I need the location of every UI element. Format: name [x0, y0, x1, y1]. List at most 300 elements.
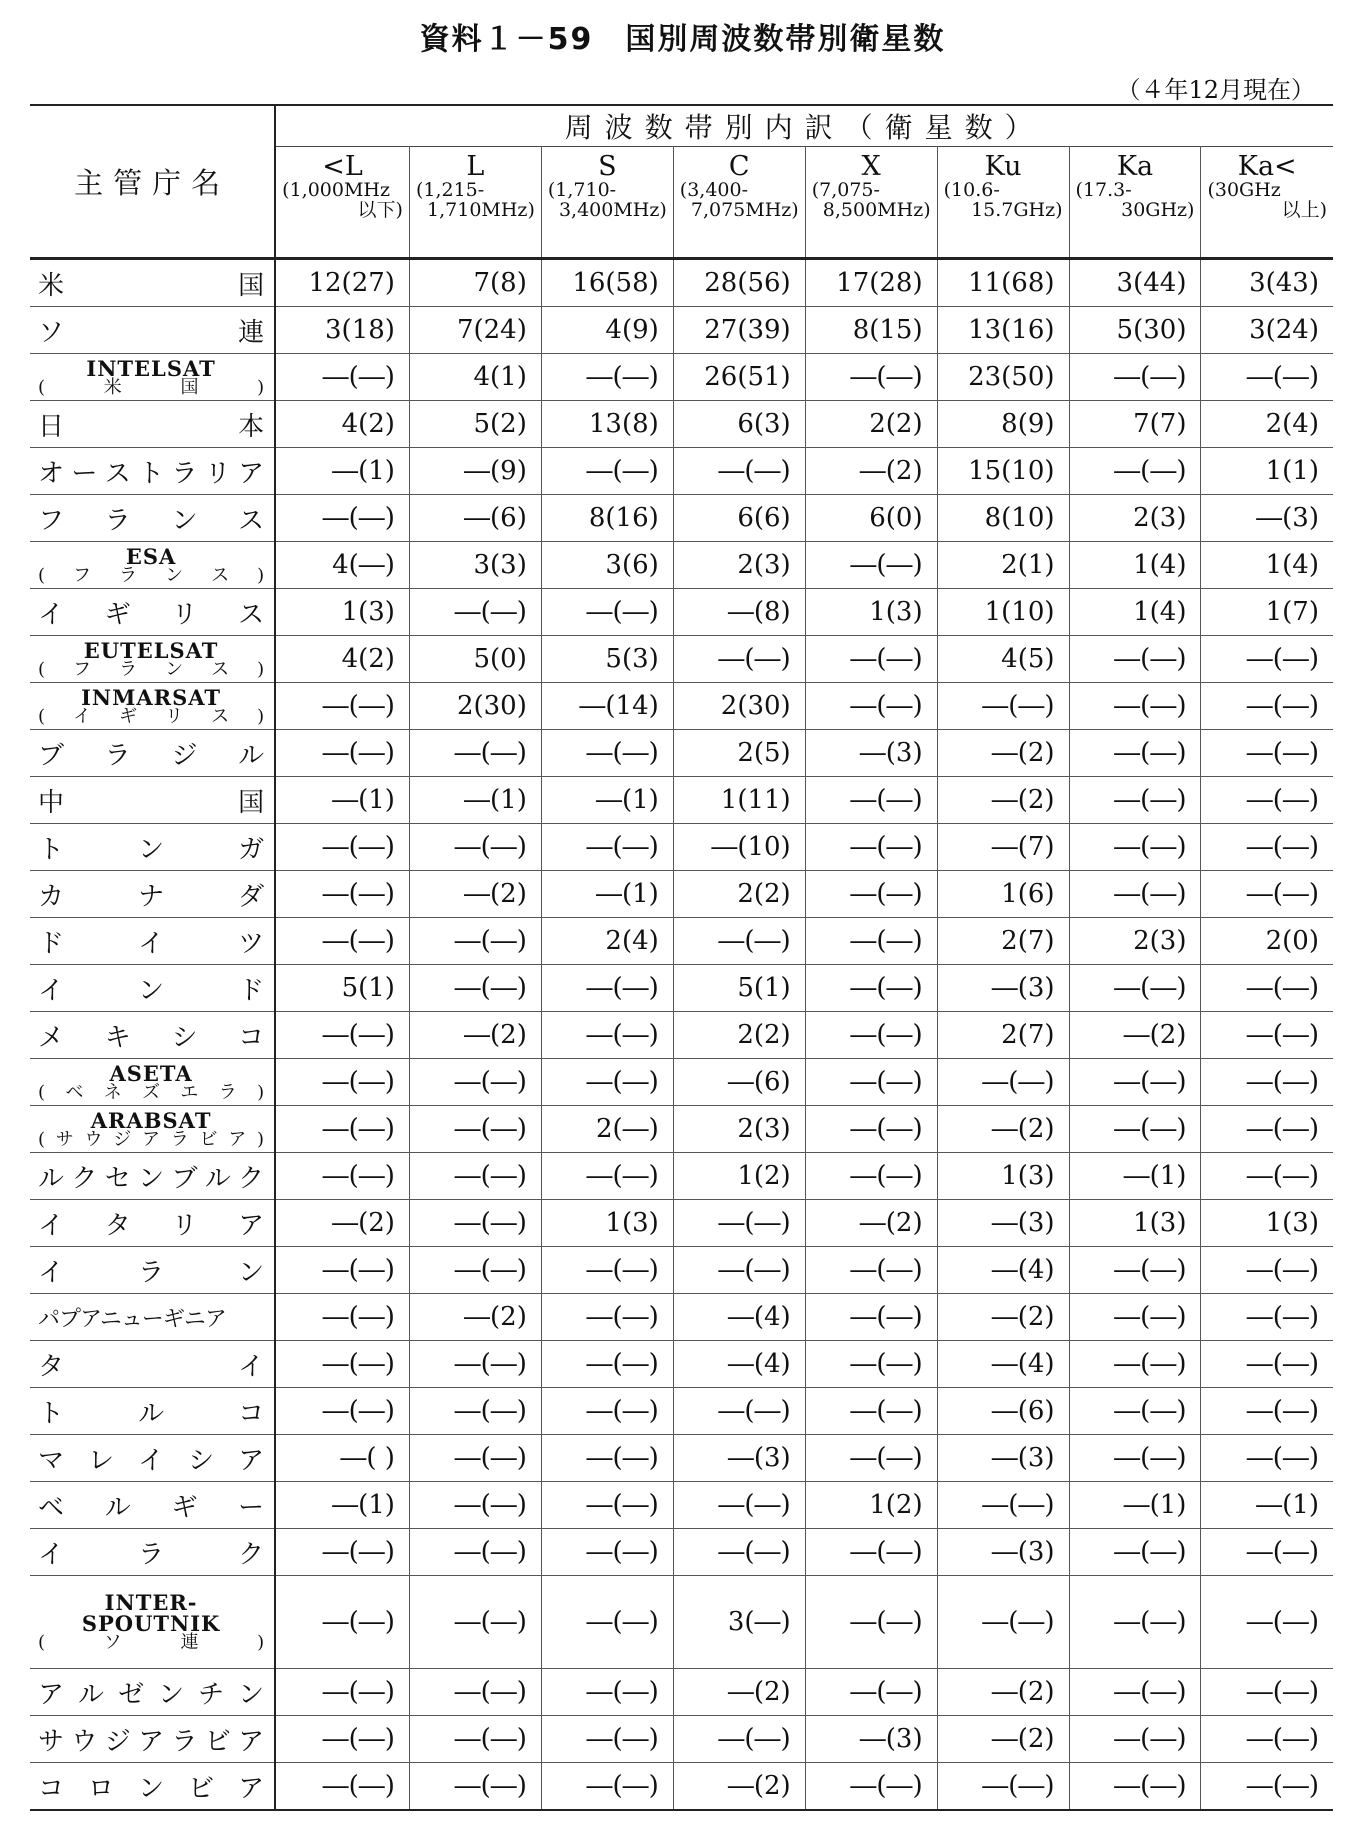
satellite-count-cell: ―(―): [541, 1716, 673, 1763]
admin-name: ド イ ツ: [38, 928, 265, 959]
satellite-count-cell: ―(―): [541, 1059, 673, 1106]
satellite-count-cell: 23(50): [937, 354, 1069, 401]
satellite-count-cell: 1(3): [1069, 1200, 1201, 1247]
admin-name-cell: [30, 1435, 275, 1482]
admin-parent-country: ( 米 国 ): [38, 376, 265, 398]
admin-name-cell: [30, 448, 275, 495]
satellite-count-cell: 12(27): [275, 259, 409, 307]
admin-name-cell: [30, 918, 275, 965]
satellite-count-cell: ―(―): [1069, 1763, 1201, 1811]
admin-parent-country: ( サ ウ ジ ア ラ ビ ア ): [38, 1128, 265, 1150]
admin-name-cell: [30, 354, 275, 401]
satellite-count-cell: ―(4): [937, 1341, 1069, 1388]
admin-name-cell: [30, 495, 275, 542]
satellite-count-cell: 1(10): [937, 589, 1069, 636]
satellite-count-cell: ―(―): [805, 1669, 937, 1716]
satellite-count-cell: ―(3): [1201, 495, 1333, 542]
satellite-count-cell: ―(―): [541, 1763, 673, 1811]
admin-parent-country: ( フ ラ ン ス ): [38, 564, 265, 586]
satellite-count-cell: 13(8): [541, 401, 673, 448]
table-row: [30, 1294, 1333, 1341]
admin-name-cell: [30, 1200, 275, 1247]
satellite-count-cell: 2(7): [937, 1012, 1069, 1059]
admin-name: ESA: [125, 543, 177, 569]
satellite-count-cell: ―(3): [805, 730, 937, 777]
satellite-count-cell: ―(―): [673, 448, 805, 495]
satellite-count-cell: ―(2): [937, 777, 1069, 824]
satellite-count-cell: ―(―): [275, 1012, 409, 1059]
satellite-count-cell: 5(30): [1069, 307, 1201, 354]
satellite-count-cell: 1(11): [673, 777, 805, 824]
satellite-count-cell: ―(―): [1069, 1388, 1201, 1435]
admin-name-cell: [30, 1482, 275, 1529]
satellite-count-cell: 13(16): [937, 307, 1069, 354]
satellite-count-cell: 1(2): [673, 1153, 805, 1200]
satellite-count-cell: ―(―): [1201, 1294, 1333, 1341]
band-label: <L: [322, 151, 363, 182]
satellite-count-cell: 4(2): [275, 401, 409, 448]
satellite-count-cell: ―(―): [541, 589, 673, 636]
satellite-count-cell: 4(9): [541, 307, 673, 354]
admin-name: ブ ラ ジ ル: [38, 740, 265, 771]
band-header: [1069, 147, 1201, 259]
admin-name-cell: [30, 1294, 275, 1341]
satellite-count-cell: 17(28): [805, 259, 937, 307]
band-label: Ku: [984, 151, 1022, 182]
satellite-count-cell: ―(―): [673, 1529, 805, 1576]
table-row: [30, 1200, 1333, 1247]
satellite-count-cell: ―(―): [275, 1529, 409, 1576]
satellite-count-cell: ―(―): [805, 871, 937, 918]
satellite-count-cell: ―(―): [1069, 965, 1201, 1012]
satellite-count-cell: 7(7): [1069, 401, 1201, 448]
admin-name-cell: [30, 1341, 275, 1388]
satellite-count-cell: ―(―): [673, 1482, 805, 1529]
satellite-count-cell: ―(―): [275, 1669, 409, 1716]
admin-name: ARABSAT: [90, 1107, 212, 1133]
satellite-count-cell: 2(4): [1201, 401, 1333, 448]
satellite-count-cell: 28(56): [673, 259, 805, 307]
satellite-count-cell: ―(―): [1069, 1294, 1201, 1341]
satellite-count-cell: ―(―): [1201, 1059, 1333, 1106]
satellite-count-cell: ―(―): [409, 1482, 541, 1529]
satellite-count-cell: ―(―): [1069, 871, 1201, 918]
band-label: X: [861, 151, 881, 182]
satellite-count-cell: ―(―): [409, 1341, 541, 1388]
satellite-count-cell: ―(3): [937, 965, 1069, 1012]
date-note: （４年12月現在）: [1116, 76, 1315, 104]
satellite-count-cell: 3(24): [1201, 307, 1333, 354]
satellite-count-cell: ―(―): [1069, 636, 1201, 683]
table-row: [30, 1669, 1333, 1716]
band-range: 3,400MHz): [558, 199, 667, 222]
satellite-count-cell: ―(―): [275, 1716, 409, 1763]
satellite-count-cell: ―(―): [1201, 683, 1333, 730]
admin-name: ト ル コ: [38, 1398, 265, 1429]
satellite-count-cell: ―(3): [937, 1529, 1069, 1576]
satellite-count-cell: ―(―): [805, 1106, 937, 1153]
satellite-count-cell: ―(―): [805, 918, 937, 965]
satellite-count-cell: 4(5): [937, 636, 1069, 683]
satellite-count-cell: ―(2): [805, 1200, 937, 1247]
satellite-count-cell: ―(2): [937, 1294, 1069, 1341]
satellite-count-cell: 2(3): [1069, 495, 1201, 542]
satellite-count-cell: ―(2): [409, 1294, 541, 1341]
satellite-count-cell: ―(―): [1069, 1576, 1201, 1669]
satellite-count-cell: 2(5): [673, 730, 805, 777]
satellite-count-cell: ―(6): [409, 495, 541, 542]
satellite-count-cell: ―(―): [1201, 730, 1333, 777]
satellite-count-cell: ―(2): [409, 1012, 541, 1059]
satellite-count-cell: 2(2): [805, 401, 937, 448]
table-row: [30, 730, 1333, 777]
satellite-count-cell: ―(―): [1201, 1106, 1333, 1153]
satellite-count-cell: 1(4): [1069, 589, 1201, 636]
satellite-count-cell: ―(8): [673, 589, 805, 636]
satellite-count-cell: ―(―): [409, 1435, 541, 1482]
admin-name: イ ン ド: [38, 975, 265, 1006]
satellite-count-cell: ―(―): [541, 1388, 673, 1435]
admin-name: カ ナ ダ: [38, 881, 265, 912]
admin-name-cell: [30, 307, 275, 354]
admin-name: 日 本: [38, 411, 265, 442]
satellite-count-cell: ―(―): [409, 824, 541, 871]
band-range: (10.6-: [943, 179, 1000, 202]
satellite-count-cell: ―(―): [805, 636, 937, 683]
satellite-count-cell: ―(―): [1069, 1341, 1201, 1388]
satellite-count-cell: 8(15): [805, 307, 937, 354]
satellite-count-cell: ―(―): [409, 1247, 541, 1294]
satellite-count-cell: ―(―): [1069, 1059, 1201, 1106]
satellite-count-cell: ―(―): [805, 542, 937, 589]
admin-name-cell: [30, 683, 275, 730]
satellite-count-cell: ―(―): [275, 1106, 409, 1153]
admin-parent-country: ( フ ラ ン ス ): [38, 658, 265, 680]
band-header: [805, 147, 937, 259]
satellite-count-cell: 3(18): [275, 307, 409, 354]
satellite-count-cell: 16(58): [541, 259, 673, 307]
admin-name-cell: [30, 589, 275, 636]
admin-name: オ ー ス ト ラ リ ア: [38, 458, 265, 489]
satellite-count-cell: 1(3): [805, 589, 937, 636]
satellite-count-cell: ―(―): [805, 1153, 937, 1200]
satellite-count-cell: ―(―): [1201, 965, 1333, 1012]
table-row: [30, 871, 1333, 918]
satellite-count-cell: ―(3): [805, 1716, 937, 1763]
satellite-count-cell: ―(―): [1201, 1669, 1333, 1716]
satellite-count-cell: ―(―): [805, 1059, 937, 1106]
band-range: 以下): [357, 199, 403, 222]
band-label: C: [728, 151, 750, 182]
table-row: [30, 1716, 1333, 1763]
table-row: [30, 1059, 1333, 1106]
satellite-count-cell: ―(―): [1069, 1247, 1201, 1294]
satellite-count-cell: 6(0): [805, 495, 937, 542]
satellite-count-cell: 1(4): [1069, 542, 1201, 589]
satellite-count-cell: ―(―): [541, 1294, 673, 1341]
satellite-count-cell: 4(1): [409, 354, 541, 401]
band-header: [1201, 147, 1333, 259]
satellite-count-cell: ―(―): [541, 1529, 673, 1576]
satellite-count-cell: 3(44): [1069, 259, 1201, 307]
satellite-count-cell: ―(―): [409, 1716, 541, 1763]
satellite-count-cell: ―(―): [1069, 1106, 1201, 1153]
satellite-count-cell: ―(―): [275, 824, 409, 871]
satellite-count-cell: ―(―): [1201, 354, 1333, 401]
band-range: 以上): [1281, 199, 1327, 222]
table-row: [30, 1012, 1333, 1059]
admin-name: ベ ル ギ ー: [38, 1492, 265, 1523]
satellite-count-cell: 1(3): [275, 589, 409, 636]
satellite-count-cell: ―(14): [541, 683, 673, 730]
table-row: [30, 1247, 1333, 1294]
satellite-count-cell: 1(2): [805, 1482, 937, 1529]
satellite-count-cell: 2(30): [409, 683, 541, 730]
satellite-count-cell: 8(10): [937, 495, 1069, 542]
satellite-count-cell: ―(―): [409, 1106, 541, 1153]
satellite-count-cell: 2(2): [673, 1012, 805, 1059]
band-range: 7,075MHz): [690, 199, 799, 222]
satellite-count-cell: ―(―): [541, 965, 673, 1012]
band-range: (1,215-: [415, 179, 485, 202]
table-row: [30, 1106, 1333, 1153]
satellite-count-cell: ―(―): [409, 1153, 541, 1200]
satellite-count-cell: ―(―): [541, 1012, 673, 1059]
admin-parent-country: ( イ ギ リ ス ): [38, 705, 265, 727]
band-range: (1,710-: [547, 179, 617, 202]
admin-name: イ ラ ン: [38, 1257, 265, 1288]
satellite-count-cell: ―(―): [409, 1059, 541, 1106]
table-row: [30, 401, 1333, 448]
satellite-count-cell: ―(2): [673, 1763, 805, 1811]
satellite-count-cell: 2(3): [1069, 918, 1201, 965]
satellite-count-cell: 5(0): [409, 636, 541, 683]
admin-name: 米 国: [38, 270, 265, 301]
band-header: [673, 147, 805, 259]
satellite-count-cell: ―(4): [673, 1341, 805, 1388]
band-label: L: [466, 151, 485, 182]
satellite-count-cell: 3(―): [673, 1576, 805, 1669]
satellite-count-cell: ―(2): [275, 1200, 409, 1247]
satellite-count-cell: ―(―): [541, 354, 673, 401]
admin-name-cell: [30, 1106, 275, 1153]
satellite-count-cell: 2(1): [937, 542, 1069, 589]
admin-name-cell: [30, 824, 275, 871]
satellite-count-cell: ―(―): [409, 1388, 541, 1435]
satellite-count-cell: 2(4): [541, 918, 673, 965]
admin-name-cell: [30, 259, 275, 307]
satellite-count-cell: ―(―): [937, 1576, 1069, 1669]
table-row: [30, 1153, 1333, 1200]
satellite-count-cell: ―(―): [275, 1388, 409, 1435]
satellite-count-cell: ―(―): [1201, 636, 1333, 683]
admin-name-cell: [30, 1763, 275, 1811]
satellite-count-cell: ―(―): [409, 1200, 541, 1247]
satellite-count-cell: ―(3): [937, 1200, 1069, 1247]
satellite-count-cell: 5(1): [275, 965, 409, 1012]
admin-name: パプアニューギニア: [38, 1306, 226, 1332]
satellite-count-cell: ―(―): [1069, 1435, 1201, 1482]
satellite-count-cell: ―(―): [541, 1482, 673, 1529]
admin-name-cell: [30, 1388, 275, 1435]
satellite-count-cell: ―(2): [805, 448, 937, 495]
satellite-count-cell: 6(6): [673, 495, 805, 542]
satellite-count-cell: 7(8): [409, 259, 541, 307]
satellite-count-cell: 2(2): [673, 871, 805, 918]
satellite-count-cell: ―(1): [275, 777, 409, 824]
satellite-count-cell: ―(―): [1069, 824, 1201, 871]
band-range: 30GHz): [1121, 199, 1195, 222]
band-range: (3,400-: [679, 179, 749, 202]
admin-name: メ キ シ コ: [38, 1022, 265, 1053]
satellite-count-cell: 8(16): [541, 495, 673, 542]
admin-name-cell: [30, 777, 275, 824]
table-row: [30, 824, 1333, 871]
satellite-count-cell: ―(2): [409, 871, 541, 918]
satellite-count-cell: ―(―): [1069, 354, 1201, 401]
admin-name-cell: [30, 1716, 275, 1763]
satellite-count-cell: ―(―): [1201, 1576, 1333, 1669]
satellite-count-cell: ―(―): [805, 1529, 937, 1576]
satellite-count-cell: ―(―): [1201, 1716, 1333, 1763]
satellite-count-cell: ―(―): [1201, 1529, 1333, 1576]
admin-name: マ レ イ シ ア: [38, 1445, 265, 1476]
satellite-count-cell: ―(1): [541, 871, 673, 918]
satellite-count-cell: ―(―): [541, 1435, 673, 1482]
satellite-count-cell: ―(1): [541, 777, 673, 824]
satellite-count-cell: ―(―): [805, 777, 937, 824]
satellite-count-cell: 1(1): [1201, 448, 1333, 495]
satellite-count-cell: ―(―): [1069, 730, 1201, 777]
satellite-count-cell: ―(―): [805, 1435, 937, 1482]
satellite-count-cell: 5(2): [409, 401, 541, 448]
satellite-count-cell: ―(―): [409, 730, 541, 777]
satellite-count-cell: ―(2): [937, 1106, 1069, 1153]
satellite-count-cell: ―(―): [673, 636, 805, 683]
band-range: 1,710MHz): [427, 199, 535, 222]
satellite-count-cell: 3(6): [541, 542, 673, 589]
satellite-count-cell: ―(―): [409, 918, 541, 965]
admin-parent-country: ( ソ 連 ): [38, 1632, 265, 1653]
table-row: [30, 589, 1333, 636]
satellite-count-cell: ―(―): [275, 495, 409, 542]
admin-name: INTELSAT: [86, 355, 216, 381]
satellite-count-cell: ―(―): [673, 1200, 805, 1247]
satellite-count-cell: ―(―): [805, 1388, 937, 1435]
admin-name-cell: [30, 542, 275, 589]
satellite-count-cell: ―(―): [1069, 777, 1201, 824]
satellite-table: [30, 104, 1333, 1811]
satellite-count-cell: 26(51): [673, 354, 805, 401]
satellite-count-cell: ―(―): [541, 1341, 673, 1388]
satellite-count-cell: ―(―): [805, 824, 937, 871]
band-range: (1,000MHz: [282, 179, 391, 202]
satellite-count-cell: ―(4): [673, 1294, 805, 1341]
satellite-count-cell: 5(1): [673, 965, 805, 1012]
band-range: (7,075-: [811, 179, 880, 202]
satellite-count-cell: ―(6): [673, 1059, 805, 1106]
satellite-count-cell: 1(4): [1201, 542, 1333, 589]
satellite-count-cell: ―(―): [805, 965, 937, 1012]
table-row: [30, 918, 1333, 965]
admin-name: INMARSAT: [81, 684, 222, 710]
satellite-count-cell: 15(10): [937, 448, 1069, 495]
admin-name: タ イ: [38, 1351, 265, 1382]
satellite-count-cell: ―(―): [275, 1341, 409, 1388]
satellite-count-cell: ―(3): [937, 1435, 1069, 1482]
admin-name-cell: [30, 1529, 275, 1576]
satellite-count-cell: ―(―): [541, 730, 673, 777]
table-row: [30, 1482, 1333, 1529]
table-row: [30, 542, 1333, 589]
table-row: [30, 1341, 1333, 1388]
satellite-count-cell: ―(―): [805, 1763, 937, 1811]
satellite-count-cell: 1(3): [937, 1153, 1069, 1200]
band-range: 8,500MHz): [822, 199, 931, 222]
admin-name: イ タ リ ア: [38, 1210, 265, 1241]
satellite-count-cell: 2(3): [673, 542, 805, 589]
band-label: S: [598, 151, 617, 182]
satellite-count-cell: ―(―): [541, 824, 673, 871]
band-range: 15.7GHz): [971, 199, 1063, 222]
admin-name: EUTELSAT: [83, 637, 219, 663]
table-row: [30, 354, 1333, 401]
satellite-count-cell: ―(2): [673, 1669, 805, 1716]
satellite-count-cell: ―(―): [805, 683, 937, 730]
satellite-count-cell: ―(―): [541, 1576, 673, 1669]
band-header: [541, 147, 673, 259]
satellite-count-cell: 2(3): [673, 1106, 805, 1153]
satellite-count-cell: ―(―): [937, 683, 1069, 730]
satellite-count-cell: ―(―): [541, 1247, 673, 1294]
satellite-count-cell: ―(―): [541, 1153, 673, 1200]
satellite-count-cell: ―(1): [1201, 1482, 1333, 1529]
satellite-count-cell: 1(7): [1201, 589, 1333, 636]
table-row: [30, 307, 1333, 354]
satellite-count-cell: ―(―): [1201, 1247, 1333, 1294]
table-row: [30, 683, 1333, 730]
satellite-count-cell: 1(3): [1201, 1200, 1333, 1247]
satellite-count-cell: 8(9): [937, 401, 1069, 448]
admin-name-cell: [30, 1576, 275, 1669]
satellite-count-cell: ―(―): [805, 1294, 937, 1341]
satellite-count-cell: ―(―): [673, 1716, 805, 1763]
satellite-count-cell: ―(6): [937, 1388, 1069, 1435]
band-header: [409, 147, 541, 259]
satellite-count-cell: ―(―): [409, 589, 541, 636]
satellite-count-cell: ―(1): [409, 777, 541, 824]
satellite-count-cell: ―(7): [937, 824, 1069, 871]
satellite-count-cell: ―(―): [805, 1247, 937, 1294]
table-row: [30, 1763, 1333, 1811]
satellite-count-cell: ―(―): [1201, 871, 1333, 918]
admin-name: ト ン ガ: [38, 834, 265, 865]
satellite-count-cell: 1(6): [937, 871, 1069, 918]
satellite-count-cell: ―(―): [805, 1012, 937, 1059]
table-row: [30, 1388, 1333, 1435]
admin-name-cell: [30, 1669, 275, 1716]
satellite-count-cell: ―(―): [1069, 448, 1201, 495]
admin-name: INTER- SPOUTNIK: [81, 1590, 221, 1636]
band-label: Ka: [1116, 151, 1154, 182]
table-row: [30, 1529, 1333, 1576]
satellite-count-cell: ―(―): [1069, 1669, 1201, 1716]
admin-name: 中 国: [38, 787, 265, 818]
satellite-count-cell: ―(―): [1069, 683, 1201, 730]
satellite-count-cell: 3(3): [409, 542, 541, 589]
satellite-count-cell: 5(3): [541, 636, 673, 683]
satellite-count-cell: ―(1): [275, 1482, 409, 1529]
